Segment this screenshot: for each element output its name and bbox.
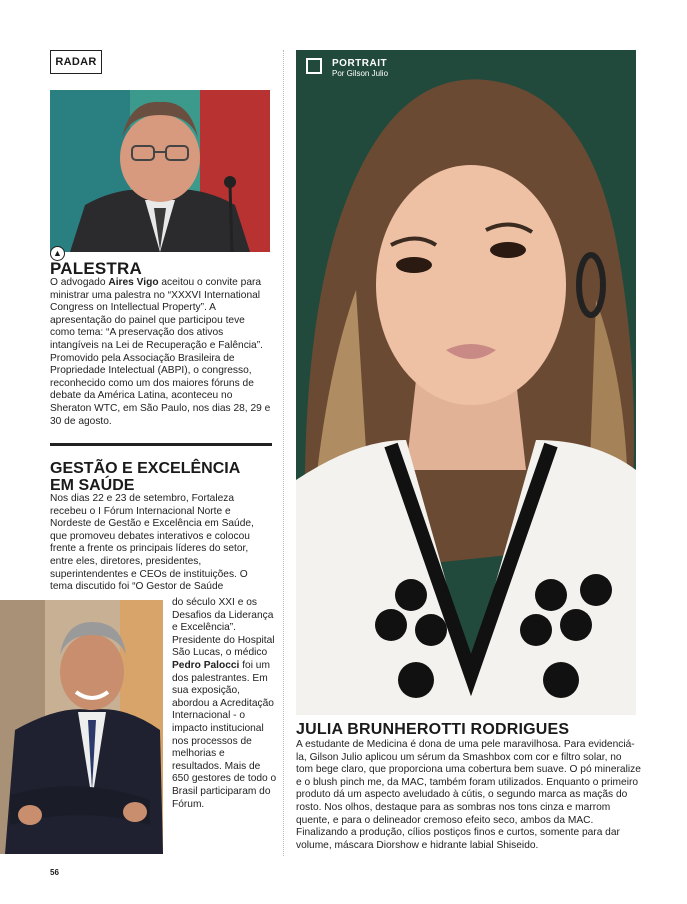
column-divider <box>283 50 284 856</box>
gestao-heading: GESTÃO E EXCELÊNCIA EM SAÚDE <box>50 460 240 494</box>
palestra-text: O advogado Aires Vigo aceitou o convite para ministrar uma palestra no “XXXVI International Congress on Intellectual Property”. A apresentação do painel que participou teve como tema: “A preservação dos ativos intangíveis na Lei de Recuperação e Falência”. Promovido pela Associação Brasileira de Propriedade Intelectual (ABPI), o congresso, reconhecido como um dos maiores fóruns de debate da América Latina, aconteceu no Sheraton WTC, em São Paulo, nos dias 28, 29 e 30 de agosto. <box>50 277 271 427</box>
square-icon <box>306 58 322 74</box>
gestao-text-part2: do século XXI e os Desafios da Liderança e Excelência”. Presidente do Hospital São Lucas, o médico Pedro Palocci foi um dos palestrantes. Em sua exposição, abordou a Acreditação Internacional - o impacto institucional nos processos de melhorias e resultados. Mais de 650 gestores de todo o Brasil participaram do Fórum. <box>172 597 277 810</box>
photo-aires-vigo <box>50 90 270 252</box>
photo-julia-portrait <box>296 50 636 715</box>
arrow-up-icon: ▲ <box>50 246 65 261</box>
section-tag: RADAR <box>50 50 102 74</box>
photo-pedro-palocci <box>0 600 163 854</box>
page-number: 56 <box>50 868 59 877</box>
photo-credit: Por Gilson Julio <box>332 69 389 78</box>
julia-heading: JULIA BRUNHEROTTI RODRIGUES <box>296 721 570 738</box>
gestao-text-part1: Nos dias 22 e 23 de setembro, Fortaleza recebeu o I Fórum Internacional Norte e Nordeste de Gestão e Excelência em Saúde, que promoveu debates interativos e colocou frente a frente os principais líderes do setor, entre eles, diretores, presidentes, superintendentes e CEOs de instituições. O tema discutido foi “O Gestor de Saúde <box>50 493 254 593</box>
portrait-label: PORTRAIT <box>332 58 388 69</box>
palestra-heading: PALESTRA <box>50 259 142 278</box>
julia-text: A estudante de Medicina é dona de uma pele maravilhosa. Para evidenciá-la, Gilson Julio aplicou um sérum da Smashbox com cor e filtro solar, no tom bege claro, que proporciona uma cobertura bem suave. O pó mineralize e o blush pinch me, da MAC, também foram utilizados. Enquanto o primeiro produto dá um aspecto aveludado à cútis, o segundo marca as maçãs do rosto. Nos olhos, destaque para as sombras nos tons cinza e marrom quente, e para o delineador cremoso efeito seco, ambos da MAC. Finalizando a produção, cílios postiços finos e curtos, somente para dar volume, máscara Diorshow e hidrante labial Shiseido. <box>296 739 641 851</box>
section-rule <box>50 443 272 446</box>
